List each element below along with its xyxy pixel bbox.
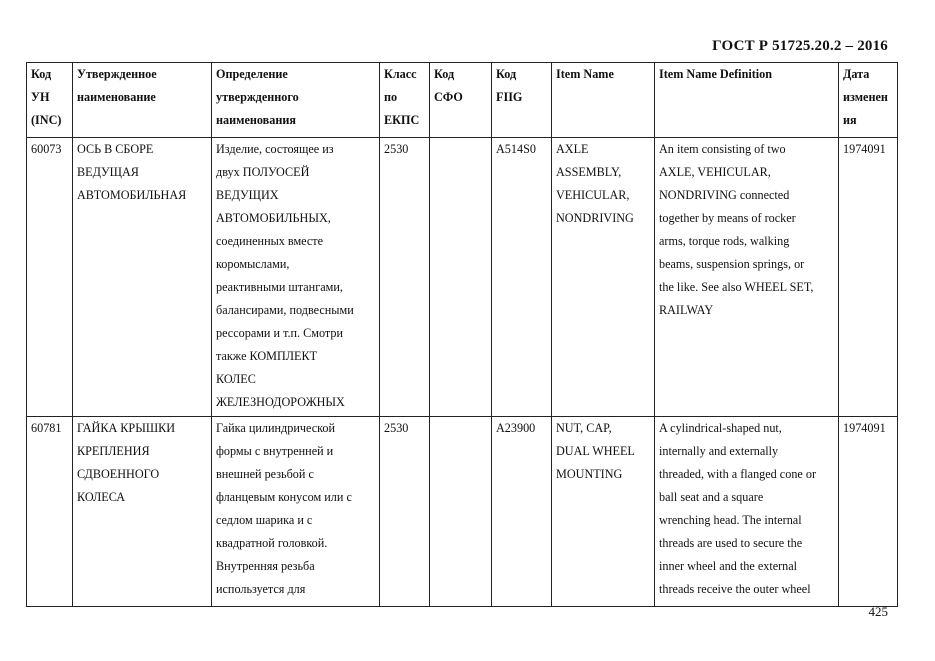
cell-fiig: A23900 (492, 417, 552, 607)
document-standard-header: ГОСТ Р 51725.20.2 – 2016 (712, 38, 888, 54)
column-header-item-name-definition: Item Name Definition (655, 63, 839, 138)
column-header-sfo: Код СФО (430, 63, 492, 138)
column-header-approved-name: Утвержденное наименование (73, 63, 212, 138)
cell-sfo (430, 138, 492, 417)
column-header-class: Класс по ЕКПС (380, 63, 430, 138)
cell-item-name-definition: An item consisting of two AXLE, VEHICULAR, NONDRIVING connected together by means of rocker arms, torque rods, walking beams, suspension springs, or the like. See also WHEEL SET, RAILWAY (655, 138, 839, 417)
cell-date: 1974091 (839, 417, 898, 607)
column-header-fiig: Код FIIG (492, 63, 552, 138)
cell-sfo (430, 417, 492, 607)
cell-item-name: AXLE ASSEMBLY, VEHICULAR, NONDRIVING (552, 138, 655, 417)
cell-inc: 60781 (27, 417, 73, 607)
cell-definition: Изделие, состоящее из двух ПОЛУОСЕЙ ВЕДУЩИХ АВТОМОБИЛЬНЫХ, соединенных вместе коромыслами, реактивными штангами, балансирами, подвесными рессорами и т.п. Смотри также КОМПЛЕКТ КОЛЕС ЖЕЛЕЗНОДОРОЖНЫХ (212, 138, 380, 417)
column-header-date: Дата изменен ия (839, 63, 898, 138)
cell-item-name: NUT, CAP, DUAL WHEEL MOUNTING (552, 417, 655, 607)
column-header-definition: Определение утвержденного наименования (212, 63, 380, 138)
cell-inc: 60073 (27, 138, 73, 417)
nomenclature-table (26, 62, 898, 607)
cell-approved-name: ГАЙКА КРЫШКИ КРЕПЛЕНИЯ СДВОЕННОГО КОЛЕСА (73, 417, 212, 607)
cell-approved-name: ОСЬ В СБОРЕ ВЕДУЩАЯ АВТОМОБИЛЬНАЯ (73, 138, 212, 417)
table-header-row (27, 63, 898, 138)
page-number: 425 (868, 604, 888, 619)
column-header-inc: Код УН (INC) (27, 63, 73, 138)
cell-date: 1974091 (839, 138, 898, 417)
table-row (27, 417, 898, 607)
column-header-item-name: Item Name (552, 63, 655, 138)
table-row (27, 138, 898, 417)
cell-class: 2530 (380, 138, 430, 417)
cell-fiig: A514S0 (492, 138, 552, 417)
cell-class: 2530 (380, 417, 430, 607)
cell-definition: Гайка цилиндрической формы с внутренней и внешней резьбой с фланцевым конусом или с седлом шарика и с квадратной головкой. Внутренняя резьба используется для (212, 417, 380, 607)
cell-item-name-definition: A cylindrical-shaped nut, internally and externally threaded, with a flanged cone or ball seat and a square wrenching head. The internal threads are used to secure the inner wheel and the external threads receive the outer wheel (655, 417, 839, 607)
